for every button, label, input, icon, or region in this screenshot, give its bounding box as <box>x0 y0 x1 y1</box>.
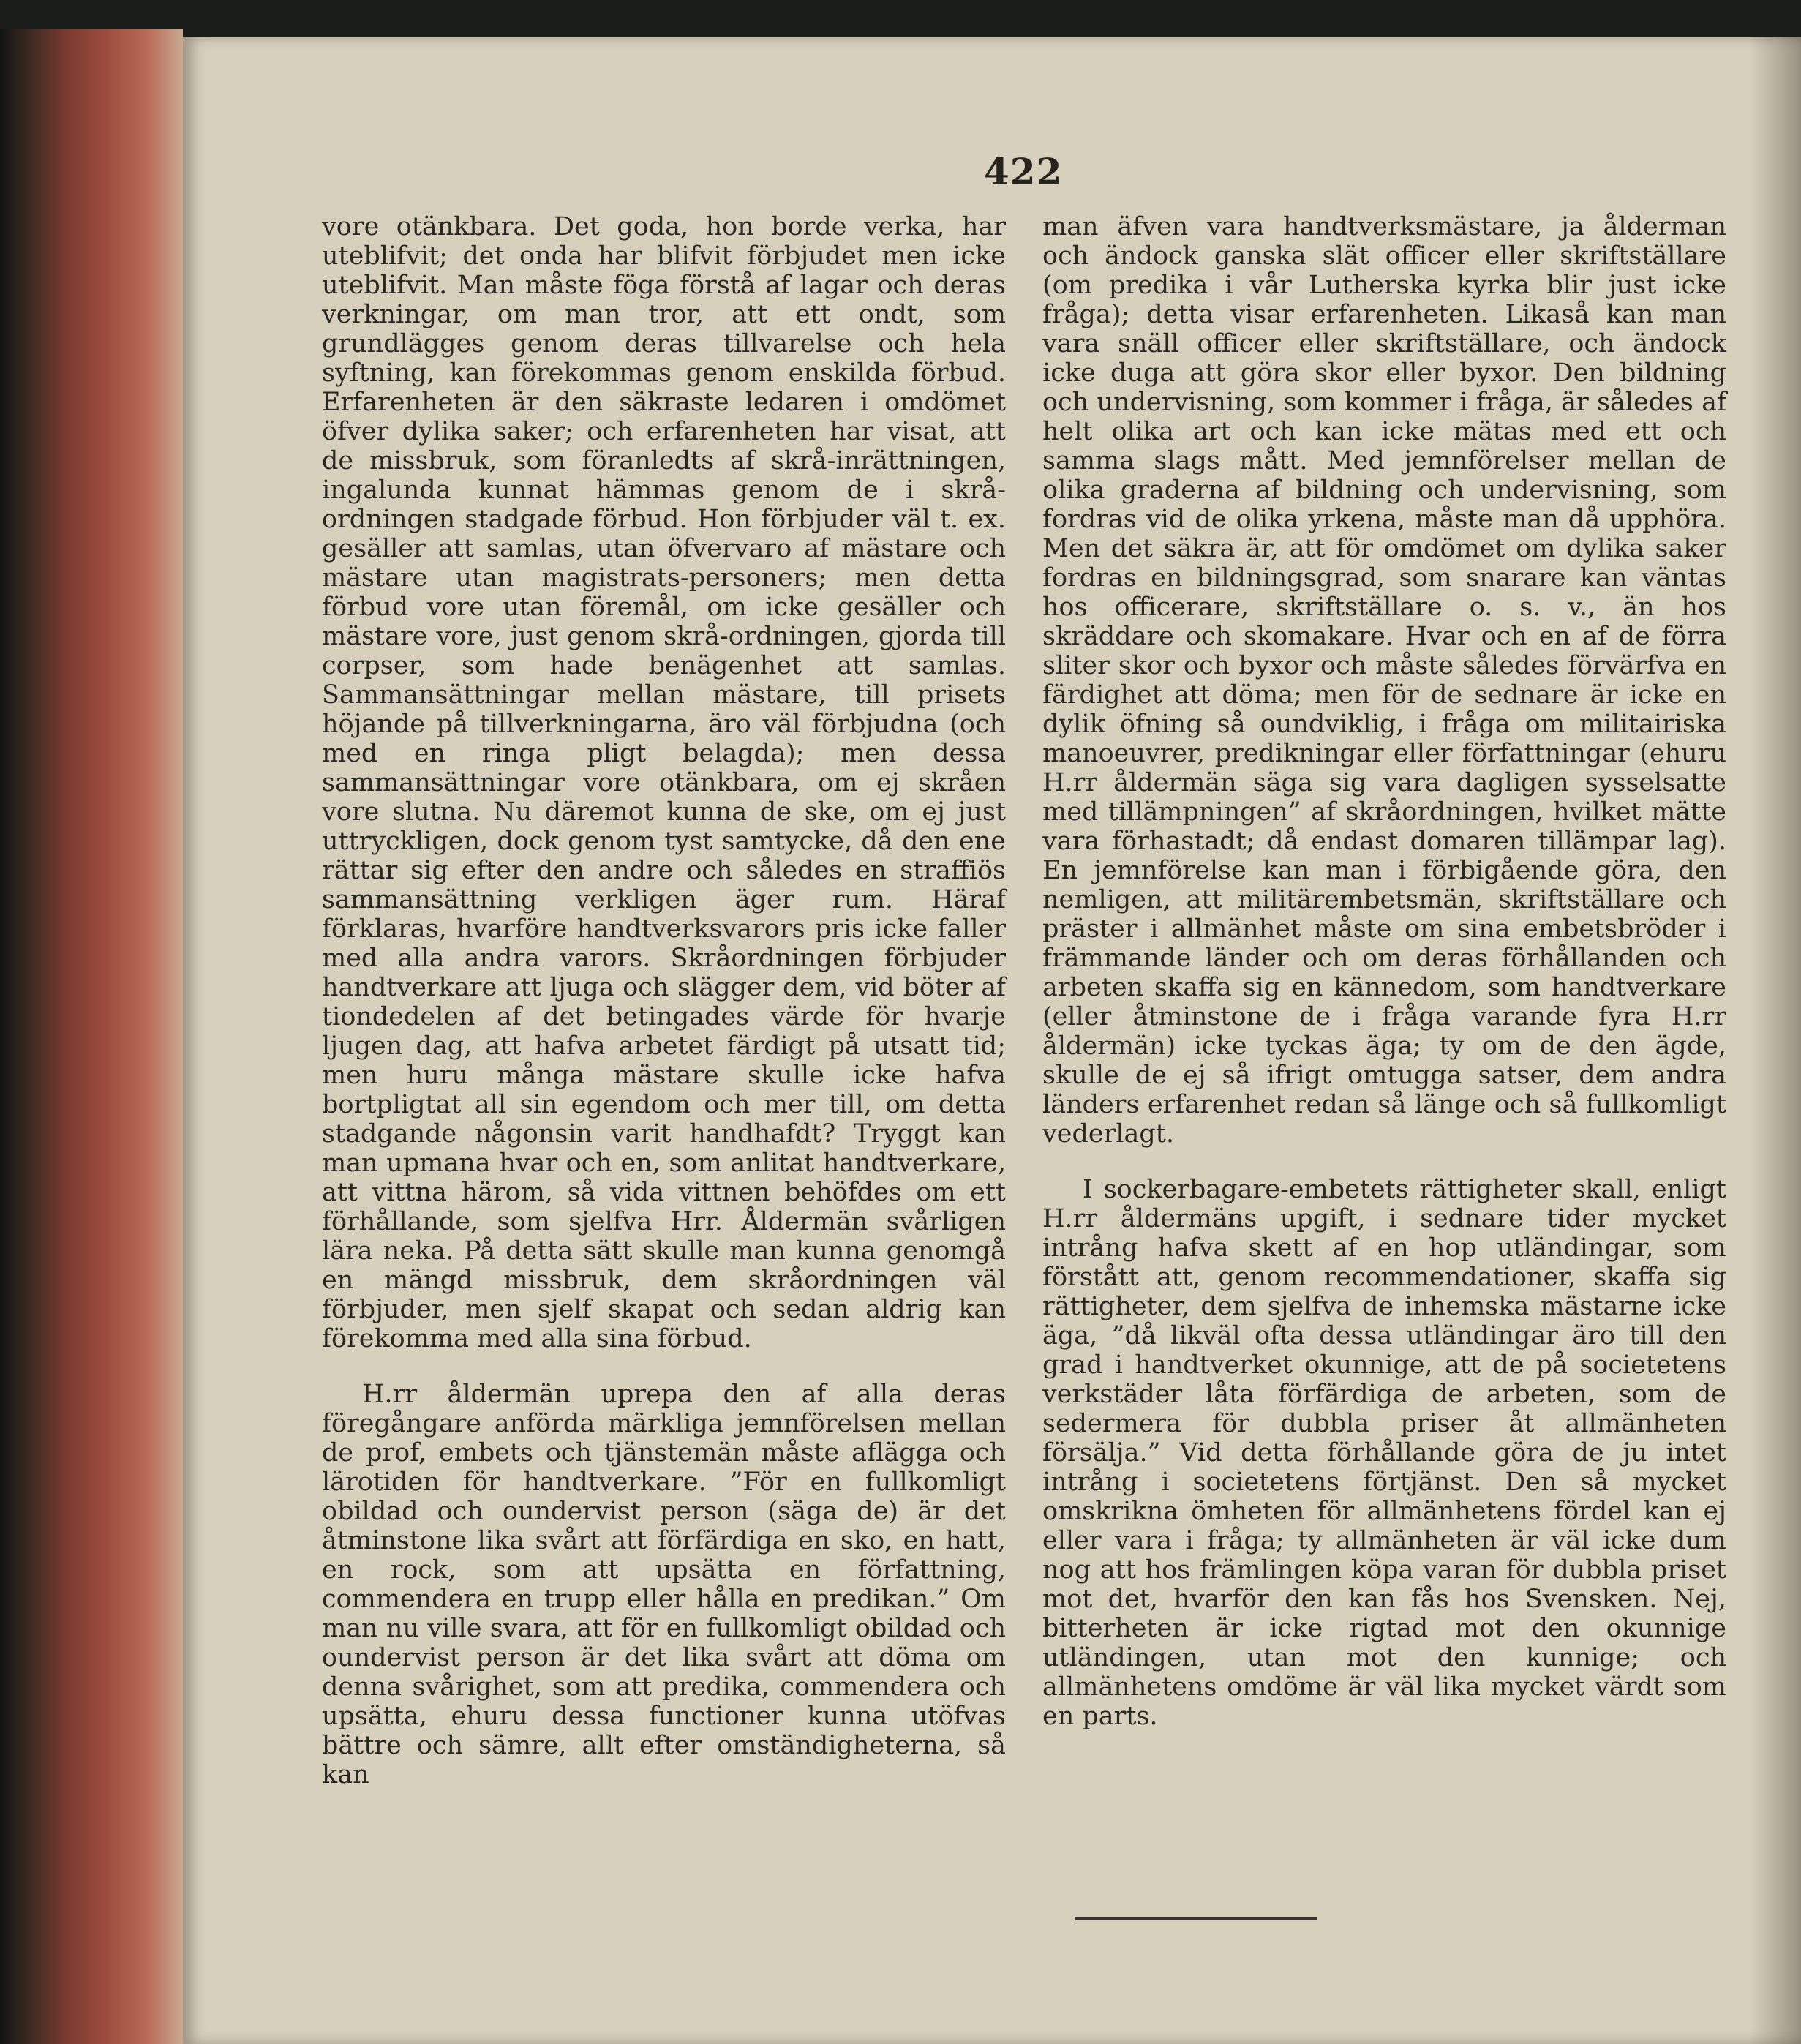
section-end-rule <box>1075 1917 1317 1920</box>
left-paragraph-2: H.rr åldermän uprepa den af alla deras föregångare anförda märkliga jemnförelsen mellan de prof, embets och tjänstemän måste aflägga och lärotiden för handtverkare. ”För en fullkomligt obildad och oundervist person (säga de) är det åtminstone lika svårt att förfärdiga en sko, en hatt, en rock, som att upsätta en författning, commendera en trupp eller hålla en predikan.” Om man nu ville svara, att för en fullkomligt obildad och oundervist person är det lika svårt att döma om denna svårighet, som att predika, commendera och upsätta, ehuru dessa functioner kunna utöfvas bättre och sämre, allt efter omständigheterna, så kan <box>322 1380 1006 1789</box>
left-paragraph-1: vore otänkbara. Det goda, hon borde verka, har uteblifvit; det onda har blifvit förbjudet men icke uteblifvit. Man måste föga förstå af lagar och deras verkningar, om man tror, att ett ondt, som grundlägges genom deras tillvarelse och hela syftning, kan förekommas genom enskilda förbud. Erfarenheten är den säkraste ledaren i omdömet öfver dylika saker; och erfarenheten har visat, att de missbruk, som föranledts af skrå-inrättningen, ingalunda kunnat hämmas genom de i skrå-ordningen stadgade förbud. Hon förbjuder väl t. ex. gesäller att samlas, utan öfvervaro af mästare och mästare utan magistrats-personers; men detta förbud vore utan föremål, om icke gesäller och mästare vore, just genom skrå-ordningen, gjorda till corpser, som hade benägenhet att samlas. Sammansättningar mellan mästare, till prisets höjande på tillverkningarna, äro väl förbjudna (och med en ringa pligt belagda); men dessa sammansättningar vore otänkbara, om ej skråen vore slutna. Nu däremot kunna de ske, om ej just uttryckligen, dock genom tyst samtycke, då den ene rättar sig efter den andre och således en straffiös sammansättning verkligen äger rum. Häraf förklaras, hvarföre handtverksvarors pris icke faller med alla andra varors. Skråordningen förbjuder handtverkare att ljuga och slägger dem, vid böter af tiondedelen af det betingades värde för hvarje ljugen dag, att hafva arbetet färdigt på utsatt tid; men huru många mästare skulle icke hafva bortpligtat all sin egendom och mer till, om detta stadgande någonsin varit handhafdt? Tryggt kan man upmana hvar och en, som anlitat handtverkare, att vittna härom, så vida vittnen behöfdes om ett förhållande, som sjelfva Hrr. Åldermän svårligen lära neka. På detta sätt skulle man kunna genomgå en mängd missbruk, dem skråordningen väl förbjuder, men sjelf skapat och sedan aldrig kan förekomma med alla sina förbud. <box>322 212 1006 1353</box>
right-text-column <box>1042 212 1726 1731</box>
page-number: 422 <box>984 150 1063 193</box>
right-paragraph-2: I sockerbagare-embetets rättigheter skall, enligt H.rr åldermäns upgift, i sednare tider mycket intrång hafva skett af en hop utländingar, som förstått att, genom recommendationer, skaffa sig rättigheter, dem sjelfva de inhemska mästarne icke äga, ”då likväl ofta dessa utländingar äro till den grad i handtverket okunnige, att de på societetens verkstäder låta förfärdiga de arbeten, som de sedermera för dubbla priser åt allmänheten försälja.” Vid detta förhållande göra de ju intet intrång i societetens förtjänst. Den så mycket omskrikna ömheten för allmänhetens fördel kan ej eller vara i fråga; ty allmänheten är väl icke dum nog att hos främlingen köpa varan för dubbla priset mot det, hvarför den kan fås hos Svensken. Nej, bitterheten är icke rigtad mot den okunnige utländingen, utan mot den kunnige; och allmänhetens omdöme är väl lika mycket värdt som en parts. <box>1042 1175 1726 1731</box>
right-paragraph-1: man äfven vara handtverksmästare, ja ålderman och ändock ganska slät officer eller skriftställare (om predika i vår Lutherska kyrka blir just icke fråga); detta visar erfarenheten. Likaså kan man vara snäll officer eller skriftställare, och ändock icke duga att göra skor eller byxor. Den bildning och undervisning, som kommer i fråga, är således af helt olika art och kan icke mätas med ett och samma slags mått. Med jemnförelser mellan de olika graderna af bildning och undervisning, som fordras vid de olika yrkena, måste man då upphöra. Men det säkra är, att för omdömet om dylika saker fordras en bildningsgrad, som snarare kan väntas hos officerare, skriftställare o. s. v., än hos skräddare och skomakare. Hvar och en af de förra sliter skor och byxor och måste således förvärfva en färdighet att döma; men för de sednare är icke en dylik öfning så oundviklig, i fråga om militairiska manoeuvrer, predikningar eller författningar (ehuru H.rr åldermän säga sig vara dagligen sysselsatte med tillämpningen” af skråordningen, hvilket mätte vara förhastadt; då endast domaren tillämpar lag). En jemnförelse kan man i förbigående göra, den nemligen, att militärembetsmän, skriftställare och präster i allmänhet måste om sina embetsbröder i främmande länder och om deras förhållanden och arbeten skaffa sig en kännedom, som handtverkare (eller åtminstone de i fråga varande fyra H.rr åldermän) icke tyckas äga; ty om de den ägde, skulle de ej så ifrigt omtugga satser, dem andra länders erfarenhet redan så länge och så fullkomligt vederlagt. <box>1042 212 1726 1149</box>
left-text-column <box>322 212 1006 1789</box>
book-page-edges <box>0 29 183 2044</box>
book-page <box>183 37 1801 2044</box>
page-gutter-shadow <box>1750 37 1801 2044</box>
